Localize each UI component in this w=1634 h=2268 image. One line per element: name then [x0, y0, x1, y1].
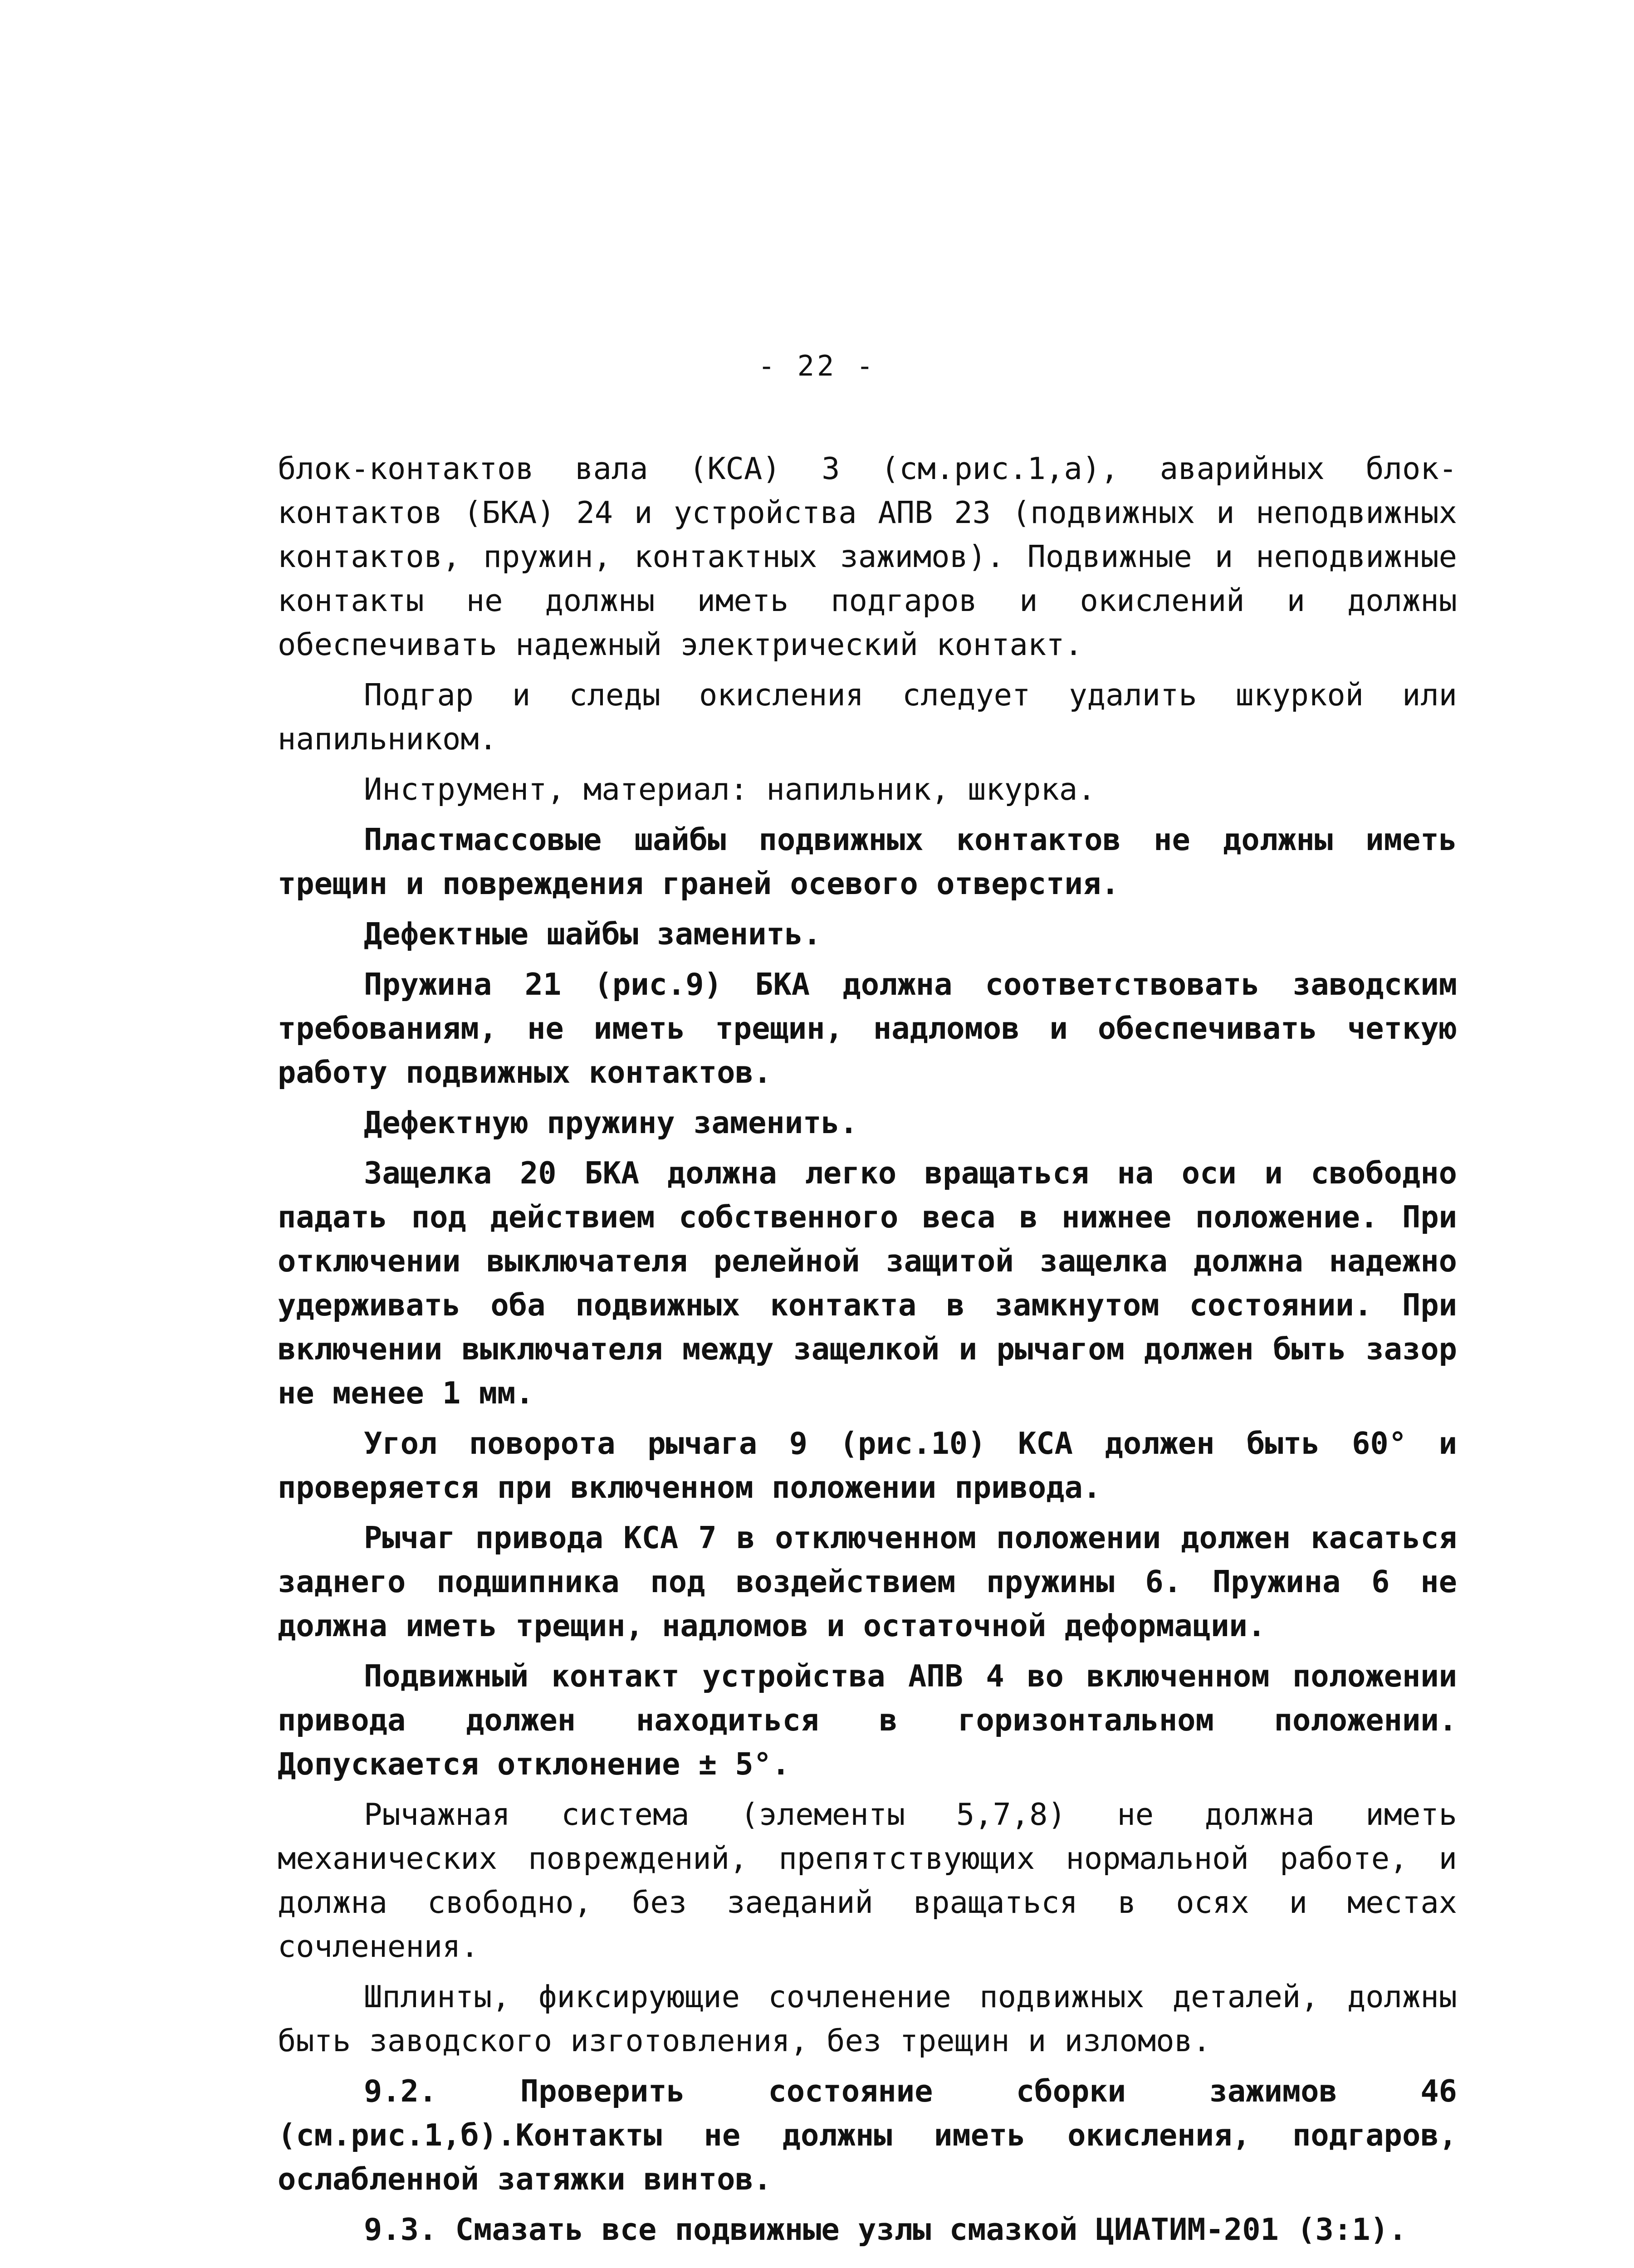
paragraph-plastic-washers: Пластмассовые шайбы подвижных контактов не должны иметь трещин и повреждения граней осевого отверстия. [278, 822, 1457, 901]
paragraph-9-3: 9.3. Смазать все подвижные узлы смазкой ЦИАТИМ-201 (3:1). [364, 2212, 1407, 2247]
body-text [278, 447, 1457, 2258]
paragraph-contacts-inspection: блок-контактов вала (КСА) 3 (см.рис.1,а), аварийных блок-контактов (БКА) 24 и устройства АПВ 23 (подвижных и неподвижных контактов, пружин, контактных зажимов). Подвижные и неподвижные контакты не должны иметь подгаров и окислений и должны обеспечивать надежный электрический контакт. [278, 451, 1457, 662]
paragraph-oxidation-removal: Подгар и следы окисления следует удалить шкуркой или напильником. [278, 677, 1457, 757]
paragraph-replace-washers: Дефектные шайбы заменить. [364, 916, 822, 952]
paragraph-latch-20: Защелка 20 БКА должна легко вращаться на оси и свободно падать под действием собственного веса в нижнее положение. При отключении выключателя релейной защитой защелка должна надежно удерживать оба подвижных контакта в замкнутом состоянии. При включении выключателя между защелкой и рычагом должен быть зазор не менее 1 мм. [278, 1155, 1457, 1411]
paragraph-replace-spring: Дефектную пружину заменить. [364, 1105, 858, 1140]
page-number: - 22 - [758, 349, 876, 382]
paragraph-9-2: 9.2. Проверить состояние сборки зажимов 46 (см.рис.1,б).Контакты не должны иметь окисления, подгаров, ослабленной затяжки винтов. [278, 2073, 1457, 2197]
paragraph-lever-system: Рычажная система (элементы 5,7,8) не должна иметь механических повреждений, препятствующих нормальной работе, и должна свободно, без заеданий вращаться в осях и местах сочленения. [278, 1797, 1457, 1964]
paragraph-drive-lever: Рычаг привода КСА 7 в отключенном положении должен касаться заднего подшипника под воздействием пружины 6. Пружина 6 не должна иметь трещин, надломов и остаточной деформации. [278, 1520, 1457, 1643]
paragraph-spring-21: Пружина 21 (рис.9) БКА должна соответствовать заводским требованиям, не иметь трещин, надломов и обеспечивать четкую работу подвижных контактов. [278, 967, 1457, 1090]
paragraph-cotter-pins: Шплинты, фиксирующие сочленение подвижных деталей, должны быть заводского изготовления, без трещин и изломов. [278, 1979, 1457, 2058]
paragraph-lever-angle: Угол поворота рычага 9 (рис.10) КСА должен быть 60° и проверяется при включенном положении привода. [278, 1426, 1457, 1505]
paragraph-tools: Инструмент, материал: напильник, шкурка. [364, 772, 1096, 807]
paragraph-apv-contact: Подвижный контакт устройства АПВ 4 во включенном положении привода должен находиться в горизонтальном положении. Допускается отклонение ± 5°. [278, 1658, 1457, 1782]
